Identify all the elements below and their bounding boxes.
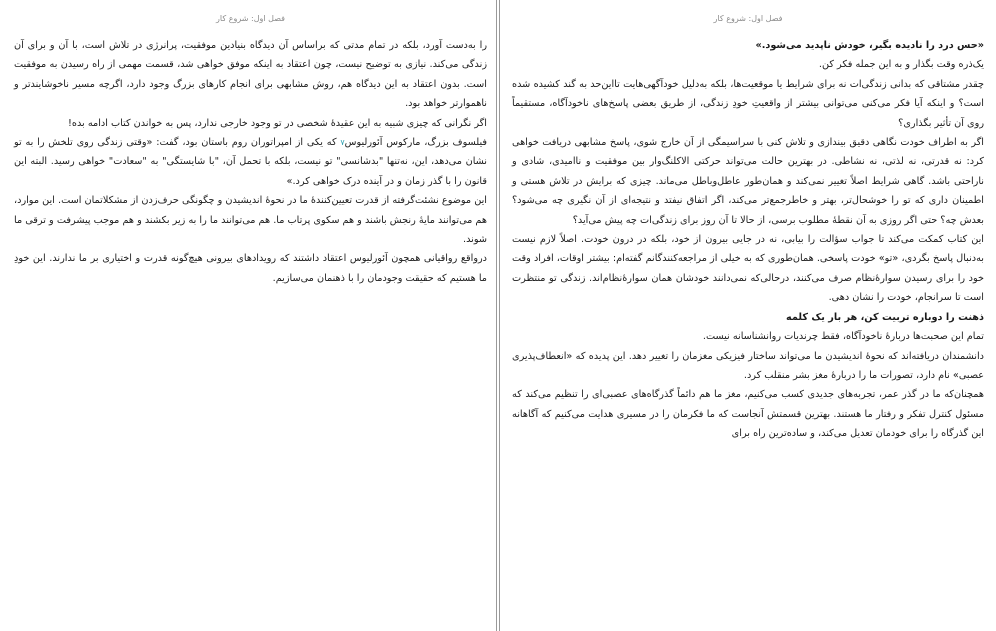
page-divider [496, 0, 497, 631]
paragraph: درواقع رواقیانی همچون آئورلیوس اعتقاد داشتند که رویدادهای بیرونی هیچ‌گونه قدرت و اختیاری بر ما ندارند. این خودِ ما هستیم که حقیقت وجودمان را با ذهنمان می‌سازیم. [14, 253, 487, 284]
paragraph: اگر به اطراف خودت نگاهی دقیق بیندازی و تلاش کنی با سراسیمگی از آن خارج شوی، پاسخ مشابهی دریافت خواهی کرد: نه قدرتی، نه لذتی، نه نشاطی. در بهترین حالت می‌تواند حرکتی الاکلنگ‌وار بین موفقیت و ناامیدی، شادی و ناراحتی باشد. گاهی شرایط اصلاً تغییر نمی‌کند و همان‌طور عاطل‌وباطل می‌ماند. چیزی که برایش در تلاش هستی و اطمینان داری که تو را خوشحال‌تر، بهتر و خاطرجمع‌تر می‌کند، اگر اتفاق نیفتد و نتیجه‌ای از آن نگیری چه می‌شود؟ بعدش چه؟ حتی اگر روزی به آن نقطهٔ مطلوب برسی، از حالا تا آن روز برای زندگی‌ات چه پیش می‌آید؟ [512, 137, 984, 226]
footnote-marker[interactable]: ۷ [340, 138, 345, 148]
paragraph: تمام این صحبت‌ها دربارهٔ ناخودآگاه، فقط چرندیات روانشناسانه نیست. [702, 331, 984, 343]
page-header-left: فصل اول: شروع کار [216, 14, 285, 23]
page-header-right: فصل اول: شروع کار [713, 14, 783, 23]
paragraph: «حس درد را نادیده بگیر، خودش ناپدید می‌شود.» [755, 40, 984, 51]
paragraph [14, 133, 487, 191]
paragraph: یک‌ذره وقت بگذار و به این جمله فکر کن. [818, 59, 984, 71]
paragraph: را به‌دست آورد، بلکه در تمام مدتی که براساس آن دیدگاه بنیادین موفقیت، پرانرژی در تلاش است، با آن و برای آن زندگی می‌کند. نیازی به توضیح نیست، چون اعتقاد به اینکه موفق خواهی شد، قسمت مهمی از راه رسیدن به موفقیت است. بدون اعتقاد به این دیدگاه هم، روش مشابهی برای انجام کارهای بزرگ وجود دارد، اگرچه مسیر ناخوشایندتر و ناهموارتر خواهد بود. [14, 40, 487, 110]
section-heading: ذهنت را دوباره تربیت کن، هر بار یک کلمه [786, 311, 984, 323]
left-page [2, 0, 499, 631]
right-page [499, 0, 996, 631]
paragraph: دانشمندان دریافته‌اند که نحوهٔ اندیشیدن ما می‌تواند ساختار فیزیکی مغزمان را تغییر دهد. این پدیده که «انعطاف‌پذیری عصبی» نام دارد، تصورات ما را دربارهٔ مغز بشر منقلب کرد. [512, 350, 984, 381]
paragraph: چقدر مشتاقی که بدانی زندگی‌ات نه برای شرایط یا موقعیت‌ها، بلکه به‌دلیل خودآگهی‌هایت تااین‌حد به گند کشیده شده است؟ و اینکه آیا فکر می‌کنی می‌توانی بیشتر از واقعیتِ خودِ زندگی، از طریق بعضی پاسخ‌های ناخودآگاه، مستقیماً روی آن تأثیر بگذاری؟ [512, 78, 984, 129]
paragraph: این موضوع نشئت‌گرفته از قدرت تعیین‌کنندهٔ ما در نحوهٔ اندیشیدن و چگونگی حرف‌زدن از مشکلاتمان است. این موارد، هم می‌توانند مایهٔ رنجش باشند و هم سکوی پرتاب ما. هم می‌توانند ما را به زیر بکشند و هم موجب پیشرفت و ترقی ما شوند. [14, 195, 487, 246]
left-page-text [14, 36, 487, 288]
paragraph-text-before: فیلسوف بزرگ، مارکوس آئورلیوس [344, 137, 487, 149]
paragraph: این کتاب کمکت می‌کند تا جواب سؤالت را بیابی، نه در جایی بیرون از خود، بلکه در درون خودت. اصلاً لازم نیست به‌دنبال پاسخ بگردی، «تو» خودت پاسخی. همان‌طوری که به خیلی از مراجعه‌کنندگانم گفته‌ام: بیشتر اوقات، افراد وقت خود را برای رسیدن سوارهٔ‌نظام صرف می‌کنند، درحالی‌که نمی‌دانند خودشان همان سوارهٔ‌نظام‌اند. زندگی تو منتظرت است تا سرانجام، خودت را نشان دهی. [512, 234, 984, 304]
right-page-text [512, 36, 984, 444]
paragraph: اگر نگرانی که چیزی شبیه به این عقیدهٔ شخصی در تو وجود خارجی ندارد، پس به خواندن کتاب ادامه بده! [68, 117, 487, 129]
paragraph-text-after: که یکی از امپراتوران روم باستان بود، گفت: «وقتی زندگی روی تلخش را به تو نشان می‌دهد، این، نه‌تنها "بدشانسی" تو نیست، بلکه با تحمل آن، "با شایستگی" به "سعادت" خواهی رسید. البته این قانون را با گذر زمان و در آینده درک خواهی کرد.» [14, 137, 487, 187]
paragraph: همچنان‌که ما در گذر عمر، تجربه‌های جدیدی کسب می‌کنیم، مغز ما هم دائماً گذرگاه‌های عصبی‌ای را تنظیم می‌کند که مسئول کنترل تفکر و رفتار ما هستند. بهترین قسمتش آنجاست که ما فکرمان را در مسیری هدایت می‌کنیم که آگاهانه این گذرگاه را برای خودمان تعدیل می‌کند، و ساده‌ترین راه برای [512, 389, 984, 440]
